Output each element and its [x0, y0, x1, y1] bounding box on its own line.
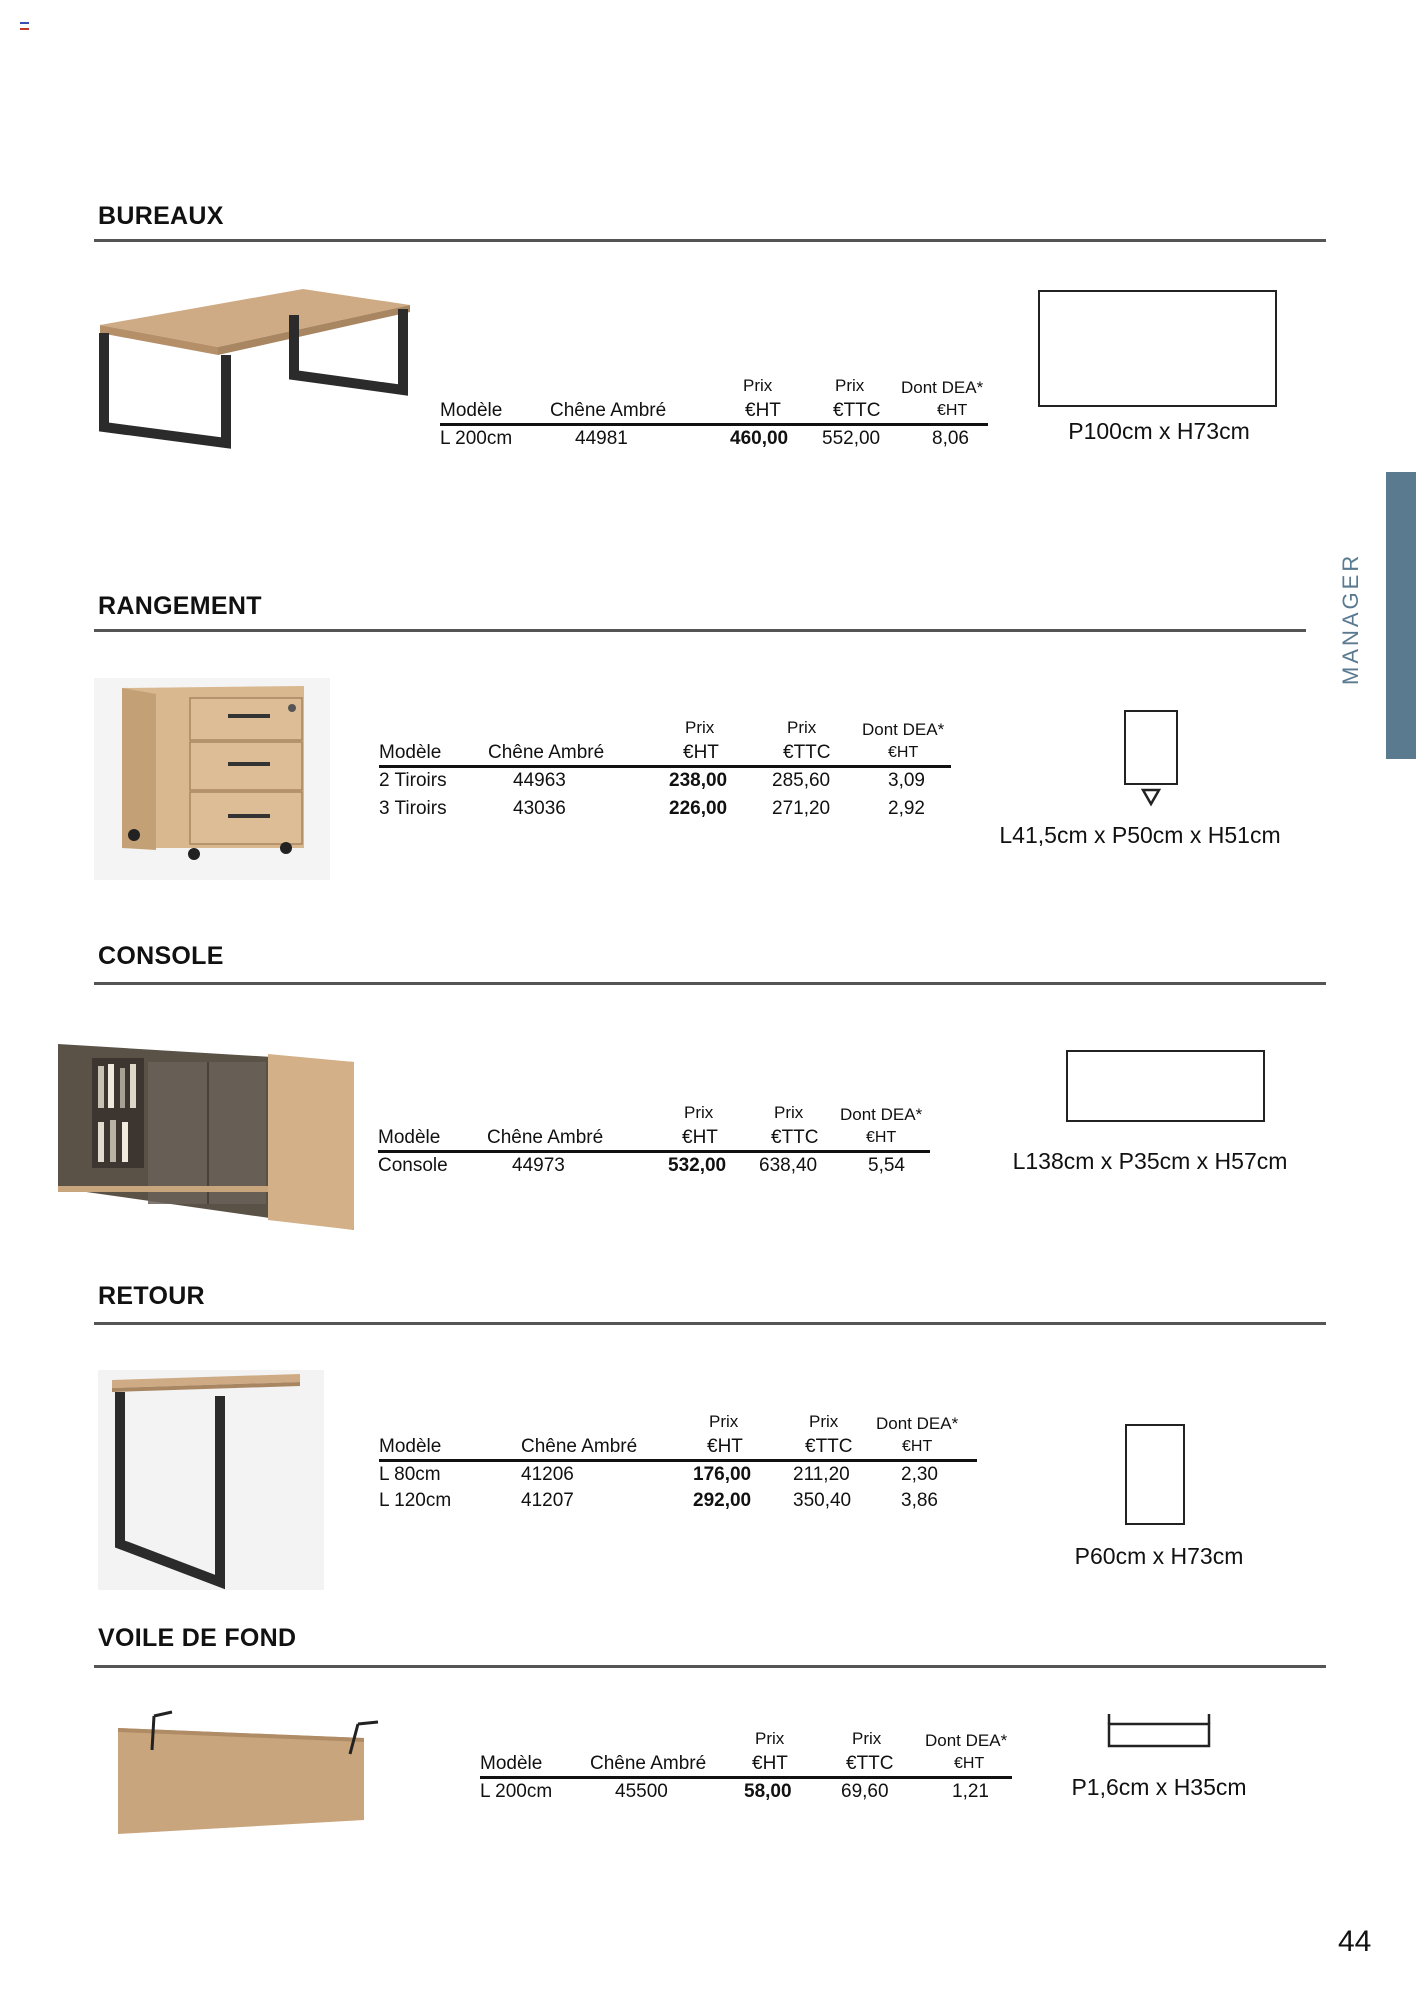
footprint-diagram: [1038, 290, 1277, 407]
footprint-diagram: [1125, 1424, 1185, 1525]
section-divider: [94, 1665, 1326, 1668]
opening-arrow-icon: [1140, 787, 1162, 807]
section-divider: [94, 982, 1326, 985]
side-tab-label: [1330, 545, 1370, 685]
header-finish: Chêne Ambré: [487, 1127, 604, 1148]
page-number: 44: [1338, 1925, 1372, 1958]
header-finish: Chêne Ambré: [550, 400, 667, 421]
dimensions: P1,6cm x H35cm: [1071, 1774, 1247, 1800]
console-photo: [58, 1040, 354, 1230]
header-model: Modèle: [379, 1436, 442, 1457]
side-tab-bar: [1386, 472, 1416, 759]
svg-text:MANAGER: MANAGER: [1338, 552, 1363, 685]
section-title-retour: RETOUR: [98, 1282, 205, 1310]
section-divider: [94, 1322, 1326, 1325]
footprint-diagram: [1124, 710, 1178, 785]
section-title-rangement: RANGEMENT: [98, 592, 262, 620]
header-model: Modèle: [480, 1753, 543, 1774]
panel-profile-diagram: [1105, 1710, 1213, 1750]
section-divider: [94, 629, 1306, 632]
flag-icon: [20, 22, 29, 29]
header-model: Modèle: [440, 400, 503, 421]
return-desk-photo: [98, 1370, 324, 1590]
section-divider: [94, 239, 1326, 242]
section-title-voile-de-fond: VOILE DE FOND: [98, 1624, 297, 1652]
dimensions: L138cm x P35cm x H57cm: [1012, 1148, 1288, 1174]
desk-photo: [98, 285, 416, 475]
header-model: Modèle: [379, 742, 442, 763]
modesty-panel-photo: [114, 1710, 384, 1840]
header-finish: Chêne Ambré: [488, 742, 605, 763]
section-title-console: CONSOLE: [98, 942, 224, 970]
dimensions: L41,5cm x P50cm x H51cm: [999, 822, 1281, 848]
header-model: Modèle: [378, 1127, 441, 1148]
drawer-unit-photo: [94, 678, 330, 880]
header-finish: Chêne Ambré: [590, 1753, 707, 1774]
dimensions: P100cm x H73cm: [1068, 418, 1250, 444]
dimensions: P60cm x H73cm: [1074, 1543, 1244, 1569]
header-finish: Chêne Ambré: [521, 1436, 638, 1457]
section-title-bureaux: BUREAUX: [98, 202, 224, 230]
footprint-diagram: [1066, 1050, 1265, 1122]
